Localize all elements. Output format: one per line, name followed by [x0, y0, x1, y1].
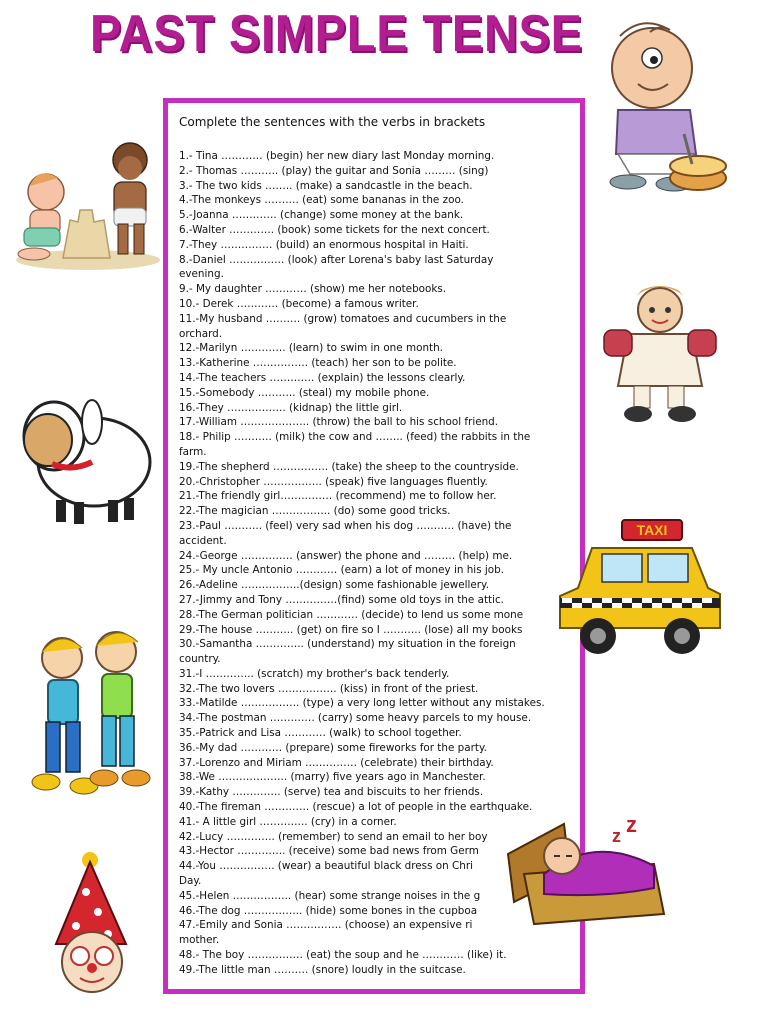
sentence-line: 14.-The teachers …………. (explain) the lessons clearly.	[179, 371, 466, 384]
sentence-line: 31.-I ………….. (scratch) my brother's back tenderly.	[179, 667, 450, 680]
sentence-line: country.	[179, 653, 221, 666]
sentence-line: 41.- A little girl ………….. (cry) in a corner.	[179, 815, 397, 828]
sentence-line: 5.-Joanna …………. (change) some money at the bank.	[179, 209, 464, 222]
sentence-line: 44.-You ……………. (wear) a beautiful black dress on Chri	[179, 860, 474, 873]
taxi-sign-text: TAXI	[636, 522, 668, 538]
sentence-line: 42.-Lucy ………….. (remember) to send an email to her boy	[179, 830, 488, 843]
sentence-line: 26.-Adeline ……………..(design) some fashionable jewellery.	[179, 579, 490, 592]
taxi-illustration	[552, 518, 728, 660]
sentence-line: 25.- My uncle Antonio ………… (earn) a lot of money in his job.	[179, 564, 505, 577]
sentence-line: 28.-The German politician ………… (decide) to lend us some mone	[179, 608, 524, 621]
sentence-line: 3.- The two kids …….. (make) a sandcastle in the beach.	[179, 179, 473, 192]
sentence-line: 6.-Walter …………. (book) some tickets for the next concert.	[179, 223, 490, 236]
sentence-line: 18.- Philip ……….. (milk) the cow and …….. (feed) the rabbits in the	[179, 431, 531, 444]
sentence-line: 36.-My dad ………… (prepare) some fireworks for the party.	[179, 741, 487, 754]
sentence-line: 33.-Matilde …………….. (type) a very long letter without any mistakes.	[179, 697, 545, 710]
sentence-line: 34.-The postman …………. (carry) some heavy parcels to my house.	[179, 712, 532, 725]
sentence-line: orchard.	[179, 327, 223, 340]
sentence-line: accident.	[179, 534, 227, 547]
sentence-line: Day.	[179, 875, 202, 888]
sentence-line: 19.-The shepherd ……………. (take) the sheep to the countryside.	[179, 460, 519, 473]
sentence-line: 40.-The fireman …………. (rescue) a lot of people in the earthquake.	[179, 801, 533, 814]
sheep-illustration	[12, 380, 152, 532]
sentence-line: 47.-Emily and Sonia ……………. (choose) an expensive ri	[179, 919, 473, 932]
sentence-line: 12.-Marilyn …………. (learn) to swim in one month.	[179, 342, 443, 355]
instruction-text: Complete the sentences with the verbs in brackets	[179, 115, 486, 129]
sentence-line: 35.-Patrick and Lisa ………… (walk) to school together.	[179, 727, 462, 740]
sentence-line: 11.-My husband ………. (grow) tomatoes and cucumbers in the	[179, 312, 507, 325]
sentence-line: 22.-The magician …………….. (do) some good tricks.	[179, 505, 451, 518]
sentence-line: 4.-The monkeys ………. (eat) some bananas in the zoo.	[179, 194, 464, 207]
clown-illustration	[46, 852, 138, 1004]
sentence-line: 39.-Kathy ………….. (serve) tea and biscuits to her friends.	[179, 786, 484, 799]
svg-text:z: z	[626, 814, 637, 837]
sentence-line: 2.- Thomas ……….. (play) the guitar and Sonia ……… (sing)	[179, 164, 489, 177]
sentence-line: 21.-The friendly girl…………… (recommend) me to follow her.	[179, 490, 497, 503]
sentence-line: 10.- Derek ………… (become) a famous writer.	[179, 297, 419, 310]
sentence-line: 15.-Somebody ……….. (steal) my mobile phone.	[179, 386, 430, 399]
man-in-suitcase-illustration	[504, 814, 672, 932]
sentence-line: 45.-Helen …………….. (hear) some strange noises in the g	[179, 889, 481, 902]
worksheet-title: PAST SIMPLE TENSE	[90, 5, 583, 63]
sentence-line: 32.-The two lovers …………….. (kiss) in front of the priest.	[179, 682, 479, 695]
kids-sandcastle-illustration	[8, 130, 166, 272]
sentence-line: 30.-Samantha ………….. (understand) my situation in the foreign	[179, 638, 516, 651]
sentence-line: 17.-William ……………….. (throw) the ball to his school friend.	[179, 416, 499, 429]
sentence-line: 43.-Hector ………….. (receive) some bad news from Germ	[179, 845, 479, 858]
sentence-line: 37.-Lorenzo and Miriam …………… (celebrate) their birthday.	[179, 756, 494, 769]
baby-eating-illustration	[590, 14, 730, 194]
sentence-line: evening.	[179, 268, 224, 281]
sentence-line: 38.-We ……………….. (marry) five years ago in Manchester.	[179, 771, 486, 784]
rag-doll-illustration	[598, 282, 722, 424]
sentence-line: 29.-The house ……….. (get) on fire so I ……….. (lose) all my books	[179, 623, 523, 636]
sentence-line: 8.-Daniel ……………. (look) after Lorena's baby last Saturday	[179, 253, 494, 266]
sentence-line: 20.-Christopher …………….. (speak) five languages fluently.	[179, 475, 488, 488]
sentence-line: 13.-Katherine ……………. (teach) her son to be polite.	[179, 357, 457, 370]
sentence-line: 27.-Jimmy and Tony ……………(find) some old toys in the attic.	[179, 593, 504, 606]
sentence-line: 9.- My daughter ………… (show) me her notebooks.	[179, 283, 447, 296]
sentence-line: 48.- The boy ……………. (eat) the soup and he ………… (like) it.	[179, 949, 507, 962]
sentence-line: 16.-They …………….. (kidnap) the little girl.	[179, 401, 403, 414]
sentence-line: 24.-George …………… (answer) the phone and ……… (help) me.	[179, 549, 513, 562]
sentence-line: 7.-They …………… (build) an enormous hospital in Haiti.	[179, 238, 469, 251]
sentence-line: 23.-Paul ……….. (feel) very sad when his dog ……….. (have) the	[179, 519, 512, 532]
sentence-line: farm.	[179, 445, 207, 458]
sentence-line: 1.- Tina ………… (begin) her new diary last Monday morning.	[179, 150, 495, 162]
sentence-line: mother.	[179, 934, 220, 947]
sentence-line: 46.-The dog …………….. (hide) some bones in the cupboa	[179, 904, 478, 917]
running-kids-illustration	[26, 622, 154, 802]
svg-text:z: z	[612, 826, 621, 846]
sentence-line: 49.-The little man ………. (snore) loudly in the suitcase.	[179, 963, 466, 976]
